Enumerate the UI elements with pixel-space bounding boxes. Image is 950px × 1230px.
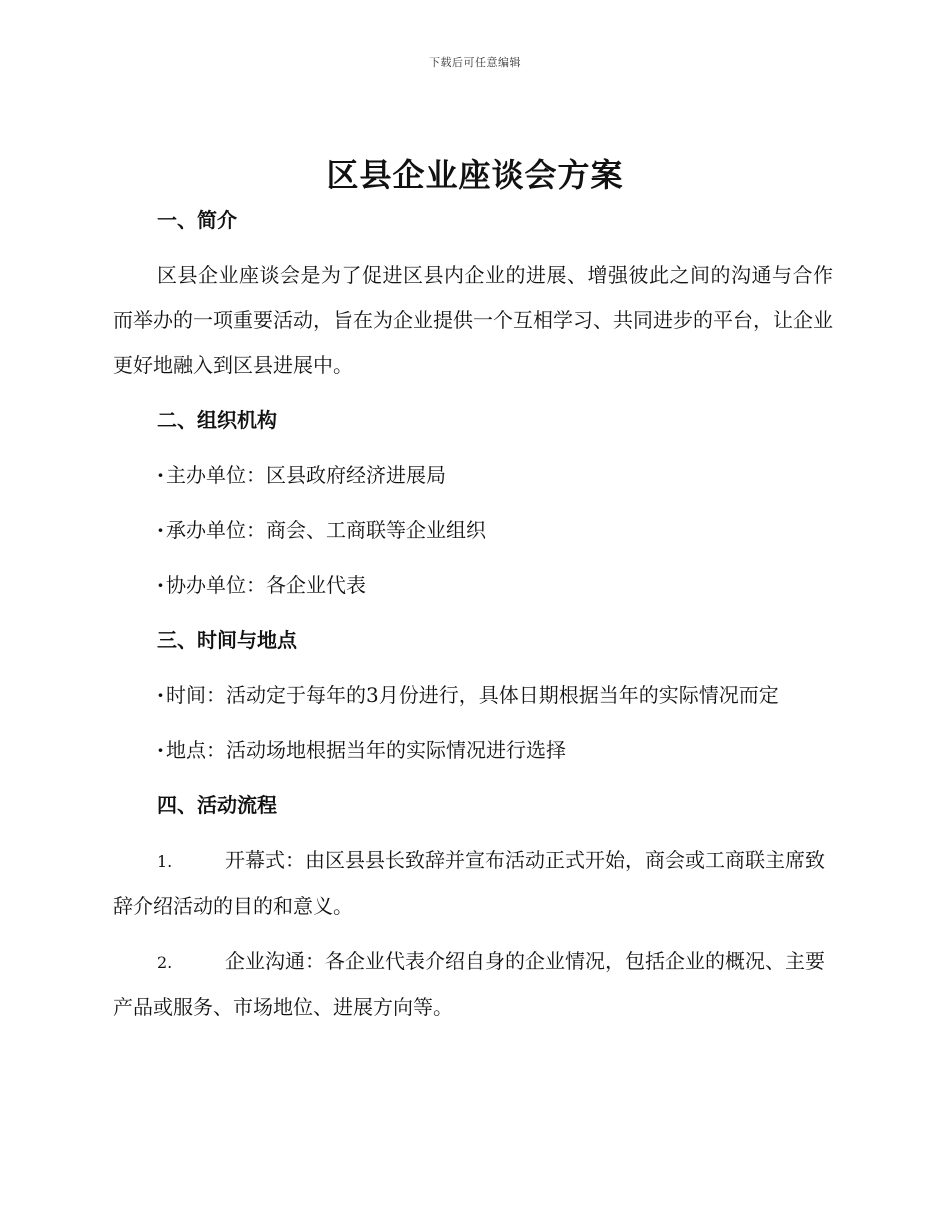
document-title: 区县企业座谈会方案 bbox=[326, 156, 624, 194]
list-item bbox=[113, 563, 833, 608]
bullet-icon: · bbox=[157, 463, 164, 487]
list-item bbox=[113, 508, 833, 553]
org-item-host: 主办单位：区县政府经济进展局 bbox=[165, 463, 446, 487]
step-text: 企业沟通：各企业代表介绍自身的企业情况，包括企业的概况、主要产品或服务、市场地位、进展方向等。 bbox=[113, 949, 825, 1019]
header-note: 下载后可任意编辑 bbox=[429, 56, 521, 69]
intro-paragraph: 区县企业座谈会是为了促进区县内企业的进展、增强彼此之间的沟通与合作而举办的一项重要活动，旨在为企业提供一个互相学习、共同进步的平台，让企业更好地融入到区县进展中。 bbox=[113, 263, 833, 377]
list-item bbox=[113, 453, 833, 498]
list-item bbox=[113, 673, 833, 718]
section-heading-intro: 一、简介 bbox=[157, 208, 237, 232]
org-item-co-organizer: 协办单位：各企业代表 bbox=[165, 573, 366, 597]
step-number: 2. bbox=[157, 953, 173, 972]
section-heading-org: 二、组织机构 bbox=[157, 408, 277, 432]
list-item bbox=[113, 728, 833, 773]
bullet-icon: · bbox=[157, 683, 164, 707]
org-item-organizer: 承办单位：商会、工商联等企业组织 bbox=[165, 518, 486, 542]
bullet-icon: · bbox=[157, 518, 164, 542]
document-body bbox=[113, 198, 833, 1040]
step-number: 1. bbox=[157, 852, 173, 871]
place-item: 地点：活动场地根据当年的实际情况进行选择 bbox=[165, 738, 566, 762]
section-heading-time-place: 三、时间与地点 bbox=[157, 628, 297, 652]
section-heading-process: 四、活动流程 bbox=[157, 793, 277, 817]
list-item bbox=[113, 838, 833, 929]
time-item: 时间：活动定于每年的3月份进行，具体日期根据当年的实际情况而定 bbox=[165, 683, 779, 707]
bullet-icon: · bbox=[157, 573, 164, 597]
bullet-icon: · bbox=[157, 738, 164, 762]
step-text: 开幕式：由区县县长致辞并宣布活动正式开始，商会或工商联主席致辞介绍活动的目的和意义。 bbox=[113, 848, 825, 918]
list-item bbox=[113, 939, 833, 1030]
